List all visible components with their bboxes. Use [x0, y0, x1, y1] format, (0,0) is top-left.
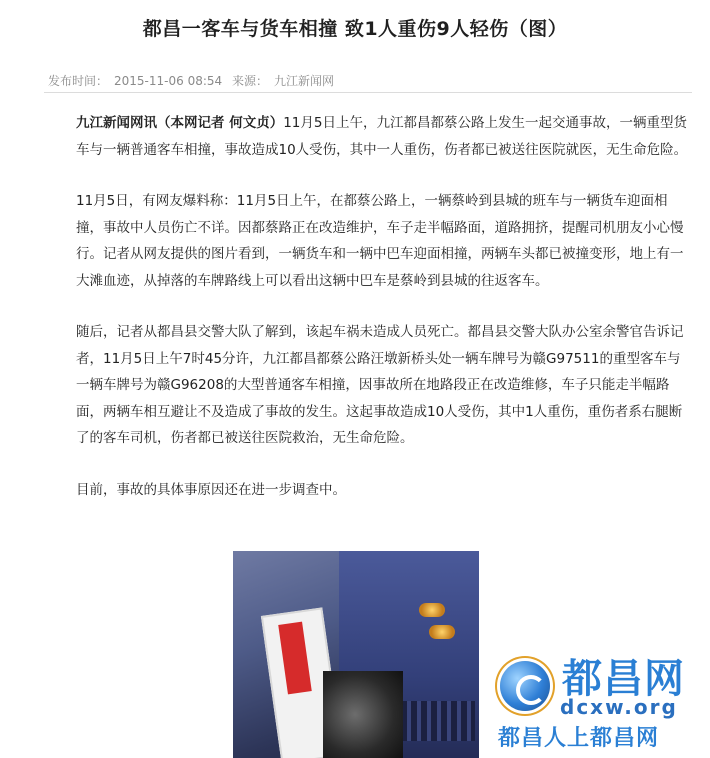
- watermark-slogan: 都昌人上都昌网: [498, 726, 660, 751]
- crash-debris: [323, 671, 403, 758]
- article-meta: [48, 72, 340, 89]
- truck-lamp: [429, 625, 455, 639]
- truck-lamp: [419, 603, 445, 617]
- site-watermark: [496, 645, 706, 755]
- source-value: 九江新闻网: [274, 74, 335, 88]
- watermark-name: 都昌网: [562, 656, 685, 702]
- paragraph-4: 目前，事故的具体事原因还在进一步调查中。: [76, 481, 346, 498]
- paragraph-3: 随后，记者从都昌县交警大队了解到，该起车祸未造成人员死亡。都昌县交警大队办公室余警官告诉记者，11月5日上午7时45分许，九江都昌都蔡公路汪墩新桥头处一辆车牌号为赣G97511的重型客车与一辆车牌号为赣G96208的大型普通客车相撞，因事故所在地路段正在改造维修，车子只能走半幅路面，两辆车相互避让不及造成了事故的发生。这起事故造成10人受伤，其中1人重伤，重伤者系右腿断了的客车司机，伤者都已被送往医院救治，无生命危险。: [76, 324, 684, 446]
- source-label: 来源：: [231, 74, 268, 88]
- accident-photo: [233, 551, 479, 758]
- site-logo-icon: [500, 661, 550, 711]
- paragraph-2: 11月5日，有网友爆料称：11月5日上午，在都蔡公路上，一辆蔡岭到县城的班车与一辆货车迎面相撞，事故中人员伤亡不详。因都蔡路正在改造维护，车子走半幅路面，道路拥挤，提醒司机朋友小心慢行。记者从网友提供的图片看到，一辆货车和一辆中巴车迎面相撞，两辆车头都已被撞变形，地上有一大滩血迹，从掉落的车牌路线上可以看出这辆中巴车是蔡岭到县城的往返客车。: [76, 193, 684, 289]
- lead-text: 11月5日上午，九江都昌都蔡公路上发生一起交通事故，一辆重型货车与一辆普通客车相撞，事故造成10人受伤，其中一人重伤，伤者都已被送往医院就医，无生命危险。: [76, 115, 688, 158]
- watermark-url: dcxw.org: [560, 695, 678, 719]
- lead-byline: 九江新闻网讯（本网记者 何文贞）: [76, 115, 284, 131]
- logo-swirl-icon: [516, 675, 546, 705]
- article-body: [76, 110, 692, 528]
- published-value: 2015-11-06 08:54: [114, 74, 223, 88]
- article-title: 都昌一客车与货车相撞 致1人重伤9人轻伤（图）: [142, 18, 568, 40]
- lead-paragraph: [76, 110, 692, 163]
- published-label: 发布时间：: [48, 74, 109, 88]
- header-divider: [44, 92, 692, 93]
